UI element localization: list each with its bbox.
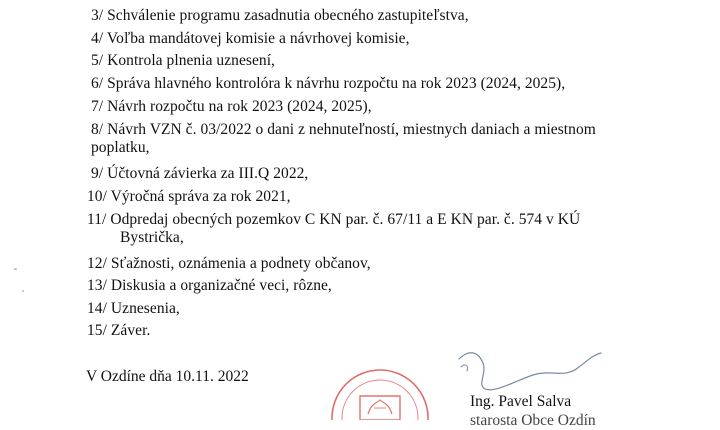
agenda-item-number: 5/ — [91, 52, 104, 69]
agenda-item-text: Kontrola plnenia uznesení, — [107, 52, 275, 69]
scan-speck — [14, 268, 17, 270]
agenda-item-12 — [87, 255, 371, 273]
signatory-title: starosta Obce Ozdín — [470, 412, 596, 429]
agenda-item-text: Odpredaj obecných pozemkov C KN par. č. 67/11 a E KN par. č. 574 v KÚ — [110, 211, 581, 228]
agenda-item-number: 4/ — [91, 30, 104, 47]
agenda-item-text: Návrh rozpočtu na rok 2023 (2024, 2025), — [107, 98, 372, 115]
agenda-item-continuation: Bystrička, — [120, 229, 184, 246]
scan-speck — [22, 290, 24, 292]
agenda-item-11 — [87, 211, 580, 247]
agenda-item-13 — [87, 277, 332, 295]
agenda-item-number: 14/ — [87, 300, 107, 317]
agenda-item-text: Voľba mandátovej komisie a návrhovej komisie, — [106, 30, 410, 47]
agenda-item-3 — [91, 7, 469, 25]
agenda-item-6 — [91, 75, 565, 93]
agenda-item-text: Záver. — [110, 322, 151, 339]
agenda-item-8 — [91, 121, 596, 157]
agenda-item-number: 13/ — [87, 277, 107, 294]
signatory-name: Ing. Pavel Salva — [470, 393, 572, 410]
agenda-item-text: Správa hlavného kontrolóra k návrhu rozpočtu na rok 2023 (2024, 2025), — [107, 75, 566, 92]
agenda-item-text: Schválenie programu zasadnutia obecného zastupiteľstva, — [107, 7, 469, 24]
date-line: V Ozdíne dňa 10.11. 2022 — [86, 368, 249, 385]
agenda-item-number: 3/ — [91, 7, 104, 24]
agenda-item-text: Návrh VZN č. 03/2022 o dani z nehnuteľností, miestnych daniach a miestnom — [107, 121, 596, 138]
agenda-item-number: 10/ — [87, 188, 107, 205]
agenda-item-text: Diskusia a organizačné veci, rôzne, — [110, 277, 332, 294]
agenda-item-number: 12/ — [87, 255, 107, 272]
agenda-item-9 — [91, 165, 308, 183]
agenda-item-number: 15/ — [87, 322, 107, 339]
official-stamp-icon — [318, 350, 438, 420]
agenda-item-number: 9/ — [91, 165, 104, 182]
agenda-item-7 — [91, 98, 372, 116]
agenda-item-number: 8/ — [91, 121, 104, 138]
agenda-item-text: Uznesenia, — [110, 300, 180, 317]
agenda-item-4 — [91, 30, 410, 48]
agenda-item-text: Účtovná závierka za III.Q 2022, — [107, 165, 309, 182]
agenda-item-10 — [87, 188, 291, 206]
agenda-item-15 — [87, 322, 150, 340]
agenda-item-5 — [91, 52, 275, 70]
agenda-item-text: Výročná správa za rok 2021, — [110, 188, 291, 205]
agenda-item-continuation: poplatku, — [91, 139, 150, 156]
agenda-item-number: 6/ — [91, 75, 104, 92]
agenda-item-number: 7/ — [91, 98, 104, 115]
agenda-item-14 — [87, 300, 180, 318]
agenda-item-number: 11/ — [87, 211, 107, 228]
agenda-item-text: Sťažnosti, oznámenia a podnety občanov, — [110, 255, 371, 272]
